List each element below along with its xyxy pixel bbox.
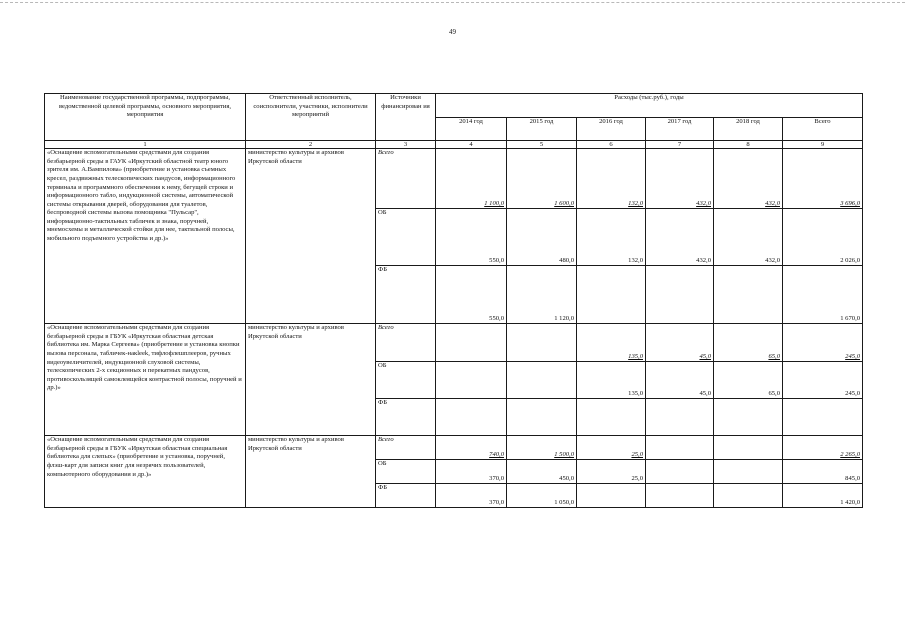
column-number: 4 — [436, 141, 507, 149]
column-number: 1 — [45, 141, 246, 149]
column-number: 6 — [577, 141, 646, 149]
column-number: 9 — [783, 141, 863, 149]
value-cell — [646, 460, 714, 484]
value-cell: 3 696,0 — [783, 149, 863, 209]
source-label: ОБ — [376, 209, 436, 266]
value-cell — [507, 324, 577, 362]
value-cell: 2 026,0 — [783, 209, 863, 266]
value-cell — [714, 266, 783, 324]
col-header-2017: 2017 год — [646, 118, 714, 141]
value-cell: 370,0 — [436, 484, 507, 508]
value-cell — [646, 436, 714, 460]
value-cell: 132,0 — [577, 149, 646, 209]
value-cell: 740,0 — [436, 436, 507, 460]
table-row — [45, 149, 863, 209]
table-row — [45, 324, 863, 362]
source-label: Всего — [376, 149, 436, 209]
source-label: ФБ — [376, 399, 436, 436]
value-cell: 432,0 — [714, 149, 783, 209]
column-number-row — [45, 141, 863, 149]
header-row-1 — [45, 94, 863, 118]
value-cell: 2 265,0 — [783, 436, 863, 460]
value-cell: 432,0 — [714, 209, 783, 266]
value-cell — [714, 460, 783, 484]
col-header-sources: Источники финансирован ия — [376, 94, 436, 141]
value-cell — [646, 399, 714, 436]
value-cell — [646, 484, 714, 508]
top-dashed-rule — [0, 2, 905, 3]
value-cell — [577, 266, 646, 324]
value-cell: 1 050,0 — [507, 484, 577, 508]
table-row — [45, 436, 863, 460]
value-cell — [436, 324, 507, 362]
value-cell — [507, 399, 577, 436]
value-cell: 1 500,0 — [507, 436, 577, 460]
value-cell: 45,0 — [646, 324, 714, 362]
column-number: 2 — [246, 141, 376, 149]
value-cell — [714, 484, 783, 508]
source-label: ОБ — [376, 460, 436, 484]
value-cell: 845,0 — [783, 460, 863, 484]
value-cell — [783, 399, 863, 436]
value-cell — [436, 399, 507, 436]
col-header-2018: 2018 год — [714, 118, 783, 141]
value-cell: 370,0 — [436, 460, 507, 484]
source-label: ФБ — [376, 484, 436, 508]
measure-executor: министерство культуры и архивов Иркутской области — [246, 149, 376, 324]
page-number: 49 — [449, 28, 456, 36]
col-header-2016: 2016 год — [577, 118, 646, 141]
value-cell: 245,0 — [783, 362, 863, 399]
value-cell: 550,0 — [436, 209, 507, 266]
value-cell: 1 420,0 — [783, 484, 863, 508]
value-cell: 135,0 — [577, 362, 646, 399]
column-number: 5 — [507, 141, 577, 149]
source-label: Всего — [376, 436, 436, 460]
measure-name: «Оснащение вспомогательными средствами для создания безбарьерной среды в ГБУК «Иркутская областная специальная библиотека для слепых» (приобретение и установка, поручней, флэш-карт для записи книг для незрячих пользователей, компьютерного оборудования и др.)» — [45, 436, 246, 508]
measure-executor: министерство культуры и архивов Иркутской области — [246, 324, 376, 436]
col-header-2015: 2015 год — [507, 118, 577, 141]
value-cell: 132,0 — [577, 209, 646, 266]
value-cell: 550,0 — [436, 266, 507, 324]
value-cell: 480,0 — [507, 209, 577, 266]
value-cell: 432,0 — [646, 209, 714, 266]
value-cell — [714, 436, 783, 460]
value-cell — [646, 266, 714, 324]
measure-name: «Оснащение вспомогательными средствами для создания безбарьерной среды в ГБУК «Иркутская областная детская библиотека им. Марка Сергеева» (приобретение и установка кнопки вызова персонала, табличек-накleek, тифлофлешплееров, ручных видеоувеличителей, индукционной слуховой системы, телескопических 2-х секционных и перекатных пандусов, противоскользящей самоклеящейся контрастной полосы, поручней и др.)» — [45, 324, 246, 436]
value-cell: 432,0 — [646, 149, 714, 209]
column-number: 3 — [376, 141, 436, 149]
value-cell — [507, 362, 577, 399]
column-number: 8 — [714, 141, 783, 149]
col-header-executor: Ответственный исполнитель, соисполнители, участники, исполнители мероприятий — [246, 94, 376, 141]
value-cell: 450,0 — [507, 460, 577, 484]
value-cell: 135,0 — [577, 324, 646, 362]
value-cell: 1 100,0 — [436, 149, 507, 209]
measure-name: «Оснащение вспомогательными средствами для создания безбарьерной среды в ГАУК «Иркутский областной театр юного зрителя им. А.Вампилова» (приобретение и установка съемных кресел, раздвижных телескопических пандусов, информационного терминала и программного обеспечения к нему, бегущей строки и информационного табло, индукционной системы, автоматической системы открывания дверей, оборудования для туалетов, беспроводной системы вызова помощника "Пульсар", информационно-тактильных табличек и знака, поручней, мнемосхемы и металлической стойки для нее, тактильной полосы, мобильного подъемного устройства и др.)» — [45, 149, 246, 324]
value-cell: 25,0 — [577, 436, 646, 460]
value-cell: 45,0 — [646, 362, 714, 399]
source-label: Всего — [376, 324, 436, 362]
measure-executor: министерство культуры и архивов Иркутской области — [246, 436, 376, 508]
value-cell: 1 120,0 — [507, 266, 577, 324]
col-header-expenses: Расходы (тыс.руб.), годы — [436, 94, 863, 118]
col-header-name: Наименование государственной программы, подпрограммы, ведомственной целевой программы, основного мероприятия, мероприятия — [45, 94, 246, 141]
value-cell — [577, 484, 646, 508]
value-cell: 245,0 — [783, 324, 863, 362]
column-number: 7 — [646, 141, 714, 149]
value-cell: 65,0 — [714, 324, 783, 362]
value-cell — [577, 399, 646, 436]
col-header-2014: 2014 год — [436, 118, 507, 141]
source-label: ОБ — [376, 362, 436, 399]
value-cell: 1 670,0 — [783, 266, 863, 324]
value-cell — [714, 399, 783, 436]
value-cell — [436, 362, 507, 399]
value-cell: 1 600,0 — [507, 149, 577, 209]
expenses-table — [44, 93, 863, 508]
source-label: ФБ — [376, 266, 436, 324]
col-header-total: Всего — [783, 118, 863, 141]
value-cell: 25,0 — [577, 460, 646, 484]
value-cell: 65,0 — [714, 362, 783, 399]
